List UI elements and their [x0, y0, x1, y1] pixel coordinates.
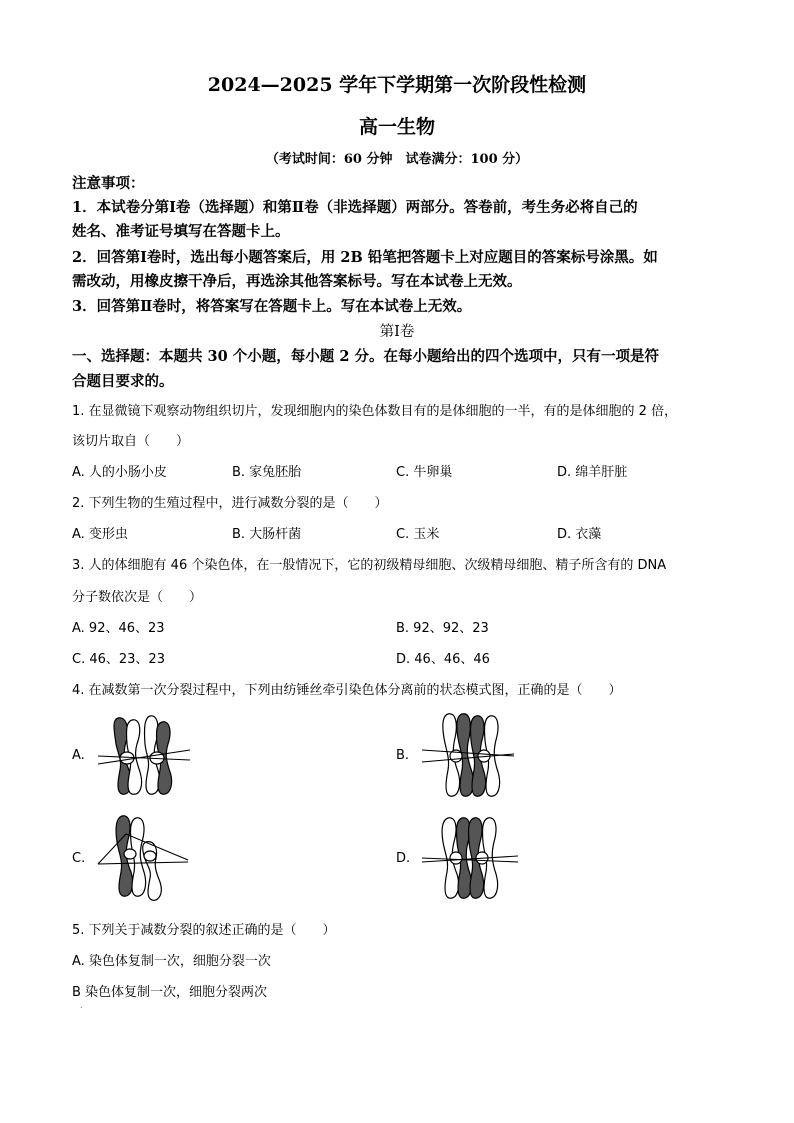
option-b: B. [396, 748, 410, 763]
notes-heading: 注意事项： [72, 175, 145, 192]
note-line: 2．回答第Ⅰ卷时，选出每小题答案后，用 2B 铅笔把答题卡上对应题目的答案标号涂黑。如 [72, 249, 658, 266]
option-a: A. 变形虫 [72, 527, 128, 542]
option-c: C. [72, 851, 86, 866]
chromosome-figure-a [96, 712, 192, 800]
option-d: D. 绵羊肝脏 [557, 465, 628, 480]
chromosome-figure-b [418, 710, 518, 802]
option-d: D. [396, 851, 411, 866]
option-c: C. 46、23、23 [72, 652, 165, 667]
option-a: A. [72, 748, 85, 763]
question-stem: 分子数依次是（ ） [72, 590, 203, 605]
exam-title: 2024—2025 学年下学期第一次阶段性检测 [207, 74, 587, 96]
question-stem: 该切片取自（ ） [72, 434, 190, 449]
option-b: B. 92、92、23 [396, 621, 489, 636]
section-label: 第Ⅰ卷 [379, 324, 415, 340]
section-intro: 一、选择题：本题共 30 个小题，每小题 2 分。在每小题给出的四个选项中，只有一项是符 [72, 348, 659, 365]
page-mark: . [80, 1001, 83, 1010]
chromosome-figure-d [418, 812, 522, 904]
section-intro: 合题目要求的。 [72, 373, 174, 390]
question-stem: 4. 在减数第一次分裂过程中，下列由纺锤丝牵引染色体分离前的状态模式图，正确的是（ ） [72, 683, 622, 698]
subject-title: 高一生物 [358, 116, 435, 138]
option-d: D. 衣藻 [557, 527, 602, 542]
exam-info: （考试时间：60 分钟 试卷满分：100 分） [265, 152, 529, 167]
note-line: 姓名、准考证号填写在答题卡上。 [72, 223, 290, 240]
option-b: B. 大肠杆菌 [232, 527, 302, 542]
option-a: A. 92、46、23 [72, 621, 165, 636]
option-c: C. 牛卵巢 [396, 465, 453, 480]
option-b: B 染色体复制一次，细胞分裂两次 [72, 985, 268, 1000]
option-c: C. 玉米 [396, 527, 440, 542]
question-stem: 1. 在显微镜下观察动物组织切片，发现细胞内的染色体数目有的是体细胞的一半，有的是体细胞的 2 倍， [72, 404, 678, 419]
option-a: A. 染色体复制一次，细胞分裂一次 [72, 954, 271, 969]
note-line: 需改动，用橡皮擦干净后，再选涂其他答案标号。写在本试卷上无效。 [72, 273, 522, 290]
option-d: D. 46、46、46 [396, 652, 490, 667]
note-line: 1．本试卷分第Ⅰ卷（选择题）和第Ⅱ卷（非选择题）两部分。答卷前，考生务必将自己的 [72, 199, 638, 216]
question-stem: 2. 下列生物的生殖过程中，进行减数分裂的是（ ） [72, 496, 388, 511]
question-stem: 3. 人的体细胞有 46 个染色体，在一般情况下，它的初级精母细胞、次级精母细胞、精子所含有的 DNA [72, 558, 667, 573]
option-b: B. 家兔胚胎 [232, 465, 302, 480]
chromosome-figure-c [96, 812, 192, 904]
note-line: 3．回答第Ⅱ卷时，将答案写在答题卡上。写在本试卷上无效。 [72, 298, 472, 315]
option-a: A. 人的小肠小皮 [72, 465, 167, 480]
question-stem: 5. 下列关于减数分裂的叙述正确的是（ ） [72, 923, 336, 938]
